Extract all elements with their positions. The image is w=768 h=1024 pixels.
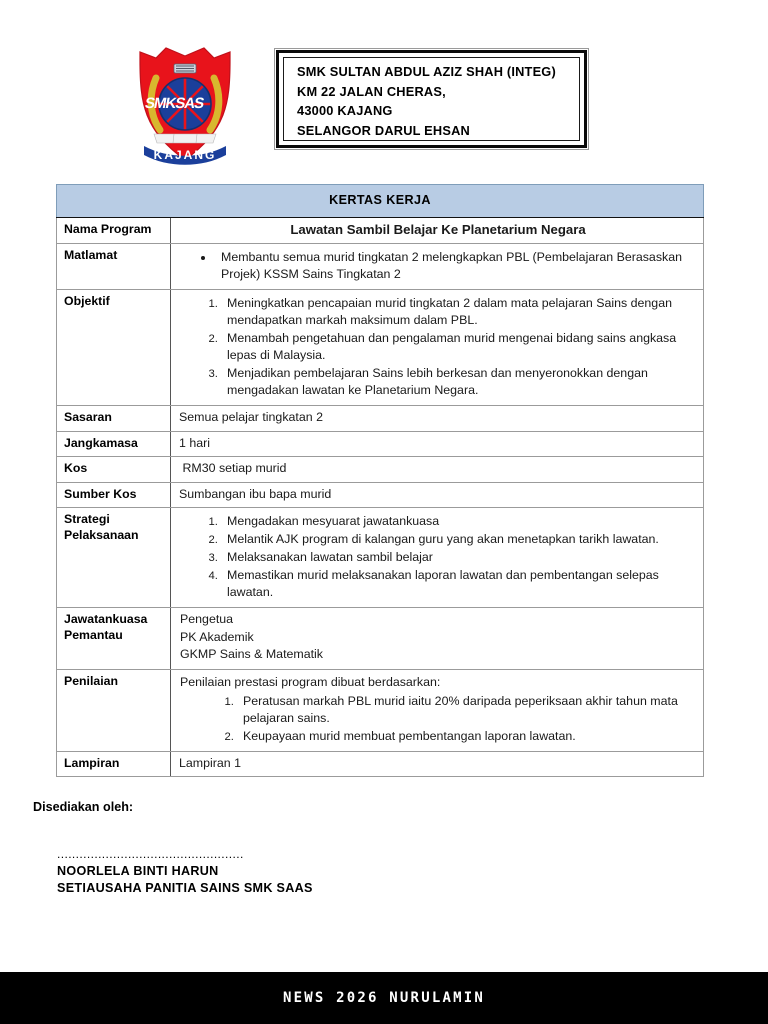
- table-row-strategi-pelaksanaan: [57, 508, 704, 608]
- list-item: Pengetua: [180, 612, 234, 626]
- table-row-nama-program: [57, 217, 704, 244]
- row-value-nama-program: Lawatan Sambil Belajar Ke Planetarium Negara: [171, 217, 704, 244]
- table-row-penilaian: [57, 669, 704, 751]
- list-item: 4. Memastikan murid melaksanakan laporan lawatan dan pembentangan selepas lawatan.: [221, 567, 697, 601]
- penilaian-numbered-list: [179, 693, 697, 745]
- signature-role: SETIAUSAHA PANITIA SAINS SMK SAAS: [57, 881, 313, 895]
- list-item: 3. Melaksanakan lawatan sambil belajar: [221, 549, 697, 566]
- prepared-by-label: Disediakan oleh:: [33, 800, 134, 814]
- row-value-strategi-pelaksanaan: [171, 508, 704, 608]
- penilaian-lead-text: Penilaian prestasi program dibuat berdasarkan:: [180, 674, 441, 689]
- address-line-3: 43000 KAJANG: [297, 103, 393, 118]
- row-label-strategi-pelaksanaan: Strategi Pelaksanaan: [57, 508, 171, 608]
- list-item: 1. Peratusan markah PBL murid iaitu 20% daripada peperiksaan akhir tahun mata pelajaran sains.: [237, 693, 697, 727]
- list-item: PK Akademik: [180, 629, 254, 644]
- document-header: [0, 0, 768, 176]
- row-label-jangkamasa: Jangkamasa: [57, 431, 171, 457]
- row-label-sasaran: Sasaran: [57, 406, 171, 432]
- svg-text:SMKSAS: SMKSAS: [143, 95, 205, 112]
- page-title: KERTAS KERJA: [57, 185, 704, 218]
- footer-text: NEWS 2026 NURULAMIN: [283, 990, 485, 1006]
- table-row-sasaran: [57, 406, 704, 432]
- table-row-jawatankuasa-pemantau: [57, 608, 704, 670]
- list-item: 2. Melantik AJK program di kalangan guru yang akan menetapkan tarikh lawatan.: [221, 531, 697, 548]
- list-item: 3. Menjadikan pembelajaran Sains lebih berkesan dan menyeronokkan dengan mengadakan lawatan ke Planetarium Negara.: [221, 365, 697, 399]
- table-row-kos: [57, 457, 704, 483]
- address-line-1: SMK SULTAN ABDUL AZIZ SHAH (INTEG): [297, 64, 556, 79]
- row-label-nama-program: Nama Program: [57, 217, 171, 244]
- row-value-objektif: [171, 290, 704, 406]
- row-value-penilaian: [171, 669, 704, 751]
- row-label-text: Jawatankuasa Pemantau: [64, 612, 148, 642]
- row-label-penilaian: Penilaian: [57, 669, 171, 751]
- row-label-objektif: Objektif: [57, 290, 171, 406]
- row-value-lampiran: Lampiran 1: [171, 751, 704, 777]
- row-value-kos: RM30 setiap murid: [171, 457, 704, 483]
- table-row-lampiran: [57, 751, 704, 777]
- matlamat-bullet-list: [179, 249, 697, 283]
- table-row-objektif: [57, 290, 704, 406]
- table-row-jangkamasa: [57, 431, 704, 457]
- address-line-2: KM 22 JALAN CHERAS,: [297, 83, 446, 99]
- svg-text:KAJANG: KAJANG: [153, 148, 217, 162]
- table-row-sumber-kos: [57, 482, 704, 508]
- list-item: 2. Menambah pengetahuan dan pengalaman murid mengenai bidang sains angkasa lepas di Malaysia.: [221, 330, 697, 364]
- school-address-box: [276, 50, 587, 148]
- kertas-kerja-table: [56, 184, 704, 777]
- row-label-matlamat: Matlamat: [57, 244, 171, 290]
- table-row-matlamat: [57, 244, 704, 290]
- list-item: 2. Keupayaan murid membuat pembentangan laporan lawatan.: [237, 728, 697, 745]
- list-item: 1. Meningkatkan pencapaian murid tingkatan 2 dalam mata pelajaran Sains dengan mendapatkan markah maksimum dalam PBL.: [221, 295, 697, 329]
- list-item: GKMP Sains & Matematik: [180, 647, 324, 661]
- table-title-row: [57, 185, 704, 218]
- school-crest-icon: [130, 42, 240, 167]
- signature-block: [57, 849, 313, 897]
- row-label-jawatankuasa-pemantau: [57, 608, 171, 670]
- objektif-numbered-list: [179, 295, 697, 399]
- row-value-sasaran: Semua pelajar tingkatan 2: [171, 406, 704, 432]
- row-value-jangkamasa: 1 hari: [171, 431, 704, 457]
- list-item: 1. Mengadakan mesyuarat jawatankuasa: [221, 513, 697, 530]
- row-value-sumber-kos: Sumbangan ibu bapa murid: [171, 482, 704, 508]
- signature-name: NOORLELA BINTI HARUN: [57, 864, 219, 878]
- row-value-matlamat: [171, 244, 704, 290]
- footer-banner: [0, 972, 768, 1024]
- row-value-jawatankuasa-pemantau: [171, 608, 704, 670]
- strategi-numbered-list: [179, 513, 697, 601]
- signature-dotted-line: ..................................................: [57, 847, 244, 861]
- row-label-sumber-kos: Sumber Kos: [57, 482, 171, 508]
- row-label-kos: Kos: [57, 457, 171, 483]
- list-item: • Membantu semua murid tingkatan 2 melengkapkan PBL (Pembelajaran Berasaskan Projek) KSSM Sains Tingkatan 2: [215, 249, 697, 283]
- address-line-4: SELANGOR DARUL EHSAN: [297, 122, 470, 138]
- row-label-lampiran: Lampiran: [57, 751, 171, 777]
